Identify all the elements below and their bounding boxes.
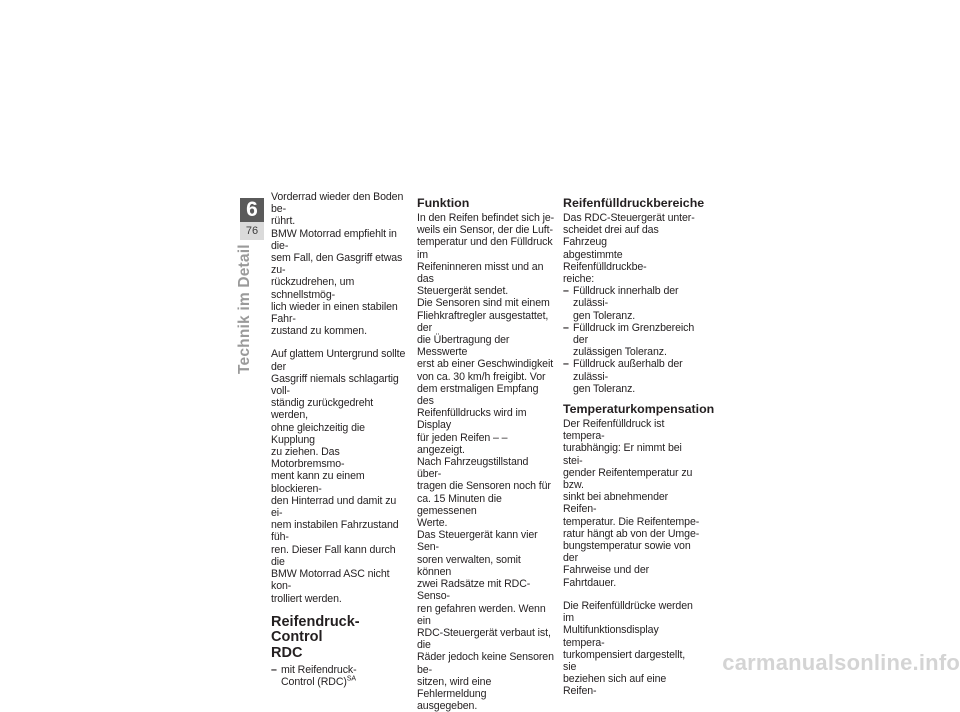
chapter-title: Technik im Detail [236, 244, 253, 374]
list-item: – mit Reifendruck- Control (RDC)$^{SA}$ [271, 664, 357, 689]
page-number: 76 [240, 222, 264, 240]
section-heading-funktion: Funktion [417, 196, 470, 210]
chapter-tab [240, 198, 264, 240]
option-superscript: SA [346, 675, 356, 683]
text-column-2 [417, 191, 555, 712]
text-column-1 [271, 191, 409, 689]
paragraph: Die Reifenfülldrücke werden im Multifunktionsdisplay tempera- turkompensiert dargestellt, sie beziehen sich auf eine Reifen- [563, 599, 693, 698]
list-item: – Fülldruck innerhalb der zulässi- gen Toleranz. [563, 285, 679, 322]
text-column-3 [563, 191, 715, 698]
paragraph: In den Reifen befindet sich je- weils ein Sensor, der die Luft- temperatur und den Fülldruck im Reifeninneren misst und an das Steuergerät sendet. Die Sensoren sind mit einem Fliehkraftregler ausgestattet, der die Übertragung der Messwerte erst ab einer Geschwindigkeit von ca. 30 km/h freigibt. Vor dem erstmaligen Empfang des Reifenfülldrucks wird im Display für jeden Reifen – – angezeigt. Nach Fahrzeugstillstand über- tragen die Sensoren noch für ca. 15 Minuten die gemessenen Werte. Das Steuergerät kann vier Sen- soren verwalten, somit können zwei Radsätze mit RDC-Senso- ren gefahren werden. Wenn ein RDC-Steuergerät verbaut ist, die Räder jedoch keine Sensoren be- sitzen, wird eine Fehlermeldung ausgegeben. [417, 212, 555, 712]
paragraph: Der Reifenfülldruck ist tempera- turabhängig: Er nimmt bei stei- gender Reifentemperatur zu bzw. sinkt bei abnehmender Reifen- temperatur. Die Reifentempe- ratur hängt ab von der Umge- bungstemperatur sowie von der Fahrweise und der Fahrtdauer. [563, 418, 700, 589]
list-item: – Fülldruck außerhalb der zulässi- gen Toleranz. [563, 358, 683, 395]
section-heading-reifenfuelldruckbereiche: Reifenfülldruckbereiche [563, 196, 705, 210]
paragraph: Vorderrad wieder den Boden be- rührt. BMW Motorrad empfiehlt in die- sem Fall, den Gasgriff etwas zu- rückzudrehen, um schnellstmög- lich wieder in einen stabilen Fahr- zustand zu kommen. [271, 191, 404, 338]
paragraph: Das RDC-Steuergerät unter- scheidet drei auf das Fahrzeug abgestimmte Reifenfülldruckbe- reiche: [563, 212, 695, 286]
watermark: carmanualsonline.info [722, 650, 960, 675]
section-heading-rdc: Reifendruck-Control RDC [271, 613, 360, 661]
chapter-number: 6 [240, 198, 264, 222]
paragraph: Auf glattem Untergrund sollte der Gasgriff niemals schlagartig voll- ständig zurückgedreht werden, ohne gleichzeitig die Kupplung zu ziehen. Das Motorbremsmo- ment kann zu einem blockieren- den Hinterrad und damit zu ei- nem instabilen Fahrzustand füh- ren. Dieser Fall kann durch die BMW Motorrad ASC nicht kon- trolliert werden. [271, 348, 406, 605]
list-item: – Fülldruck im Grenzbereich der zulässigen Toleranz. [563, 321, 695, 359]
section-heading-temperaturkompensation: Temperaturkompensation [563, 402, 715, 417]
